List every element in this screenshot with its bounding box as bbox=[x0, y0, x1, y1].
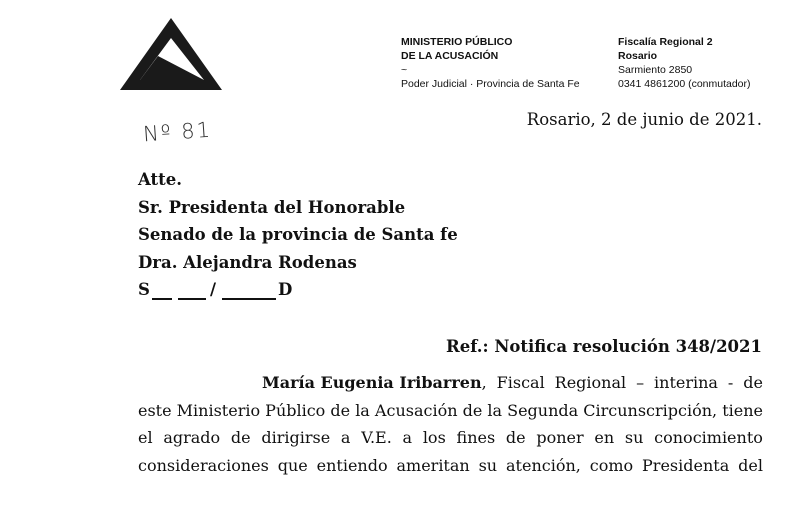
letter-date: Rosario, 2 de junio de 2021. bbox=[526, 110, 762, 129]
sd-s: S bbox=[138, 280, 150, 299]
body-line-1: María Eugenia Iribarren, Fiscal Regional – interina - de bbox=[262, 373, 763, 392]
office-address: Sarmiento 2850 bbox=[618, 64, 693, 76]
handwritten-number: Nº 81 bbox=[142, 117, 213, 147]
sd-underline-3 bbox=[222, 298, 276, 300]
recipient-title: Sr. Presidenta del Honorable bbox=[138, 197, 406, 217]
recipient-atte: Atte. bbox=[138, 170, 182, 189]
sd-d: D bbox=[278, 280, 293, 299]
salutation-sd bbox=[138, 280, 293, 308]
body-line-4: consideraciones que entiendo ameritan su atención, como Presidenta del bbox=[138, 455, 763, 475]
sd-underline-2 bbox=[178, 298, 206, 300]
office-name: Fiscalía Regional 2 bbox=[618, 36, 713, 48]
ministry-header bbox=[401, 35, 580, 91]
sd-underline-1 bbox=[152, 298, 172, 300]
institution-logo-icon bbox=[118, 16, 224, 92]
body-line-2: este Ministerio Público de la Acusación de la Segunda Circunscripción, tiene bbox=[138, 400, 763, 420]
office-phone: 0341 4861200 (conmutador) bbox=[618, 78, 751, 90]
recipient-block bbox=[138, 170, 458, 308]
office-city: Rosario bbox=[618, 50, 658, 62]
recipient-institution: Senado de la provincia de Santa fe bbox=[138, 225, 458, 244]
sd-slash: / bbox=[210, 280, 217, 299]
ministry-name-line2: DE LA ACUSACIÓN bbox=[401, 50, 499, 62]
recipient-name: Dra. Alejandra Rodenas bbox=[138, 252, 357, 272]
ministry-separator: ~ bbox=[401, 64, 408, 76]
reference-line: Ref.: Notifica resolución 348/2021 bbox=[446, 337, 762, 356]
ministry-name-line1: MINISTERIO PÚBLICO bbox=[401, 36, 513, 48]
fiscal-name: María Eugenia Iribarren bbox=[262, 373, 482, 392]
office-header bbox=[618, 35, 751, 91]
body-line-3: el agrado de dirigirse a V.E. a los fines de poner en su conocimiento bbox=[138, 428, 763, 447]
letter-body bbox=[138, 373, 763, 483]
ministry-jurisdiction: Poder Judicial · Provincia de Santa Fe bbox=[401, 78, 580, 90]
